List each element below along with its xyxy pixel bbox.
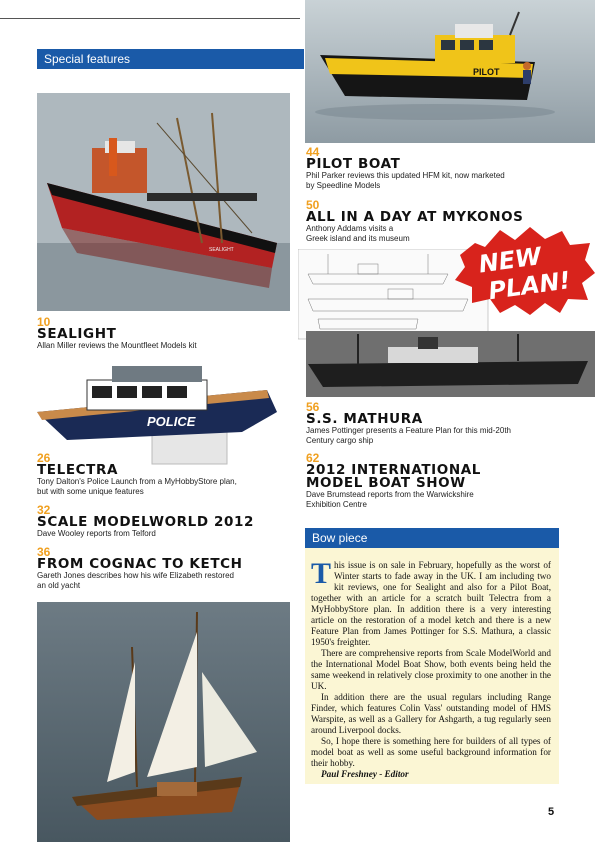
article-title: PILOT BOAT (306, 156, 401, 172)
article-title: S.S. MATHURA (306, 411, 423, 427)
pilot-boat-photo (305, 0, 595, 143)
bow-paragraph (311, 557, 551, 648)
article-title: 2012 INTERNATIONAL (306, 462, 481, 478)
special-features-header (37, 49, 304, 69)
special-features-label: Special features (44, 52, 131, 66)
bow-piece-label: Bow piece (312, 531, 368, 545)
article-sealight[interactable] (37, 316, 197, 351)
article-title: SCALE MODELWORLD 2012 (37, 514, 254, 530)
article-title: TELECTRA (37, 462, 119, 478)
article-mykonos[interactable] (306, 199, 524, 243)
bow-paragraph: In addition there are the usual regulars including Range Finder, which features Colin Vass' outstanding model of HMS Warspite, as well as a Gallery for Ashgarth, a tug regularly seen around Liverpool docks. (311, 692, 551, 735)
article-number: 10 (37, 315, 51, 329)
sealight-hull-label: SEALIGHT (209, 247, 234, 253)
article-telectra[interactable] (37, 452, 237, 496)
article-number: 32 (37, 503, 51, 517)
article-desc-line: James Pottinger presents a Feature Plan for this mid-20th (306, 426, 511, 435)
bow-paragraph: There are comprehensive reports from Scale ModelWorld and the International Model Boat Show, both events being held the same weekend in relatively close proximity to one another in the UK. (311, 648, 551, 691)
article-title: SEALIGHT (37, 326, 117, 342)
article-desc-line: by Speedline Models (306, 180, 381, 190)
badge-plan: PLAN! (486, 266, 573, 306)
article-scale-modelworld[interactable] (37, 504, 254, 539)
drop-cap: T (311, 557, 332, 590)
article-desc-line: Century cargo ship (306, 435, 374, 445)
article-number: 56 (306, 400, 320, 414)
article-desc-line: Dave Wooley reports from Telford (37, 529, 156, 538)
top-rule (0, 18, 300, 19)
article-number: 50 (306, 198, 320, 212)
article-desc-line: Phil Parker reviews this updated HFM kit, now marketed (306, 171, 505, 180)
article-desc-line: Tony Dalton's Police Launch from a MyHobbyStore plan, (37, 477, 237, 486)
article-number: 26 (37, 451, 51, 465)
editor-signature: Paul Freshney - Editor (321, 769, 409, 779)
article-model-boat-show[interactable] (306, 452, 481, 509)
article-desc-line: an old yacht (37, 580, 81, 590)
article-mathura[interactable] (306, 401, 511, 445)
ketch-photo (37, 602, 290, 842)
page-number: 5 (548, 806, 555, 818)
article-number: 36 (37, 545, 51, 559)
bow-piece-text (311, 557, 551, 780)
sealight-photo (37, 93, 290, 311)
article-title: FROM COGNAC TO KETCH (37, 556, 243, 572)
article-number: 44 (306, 145, 320, 159)
pilot-label: PILOT (473, 67, 500, 77)
telectra-photo (37, 350, 290, 465)
bow-paragraph-text: his issue is on sale in February, hopefully as the worst of Winter starts to fade away in the UK. I am including two kit reviews, one for Sealight and also for a Pilot Boat, together with an article for a scratch built Telectra from a MyHobbyStore plan. In addition there is a very interesting article on the restoration of a model ketch and there is a new Feature Plan from James Pottinger for S.S. Mathura, a classic 1950's freighter. (311, 560, 551, 647)
badge-new: NEW (476, 242, 544, 279)
article-desc-line: Allan Miller reviews the Mountfleet Models kit (37, 341, 197, 350)
article-desc-line: Dave Brumstead reports from the Warwickshire (306, 490, 474, 499)
article-title: ALL IN A DAY AT MYKONOS (306, 209, 524, 225)
article-desc-line: Greek island and its museum (306, 233, 410, 243)
article-cognac-ketch[interactable] (37, 546, 243, 590)
article-number: 62 (306, 451, 320, 465)
article-desc-line: Gareth Jones describes how his wife Elizabeth restored (37, 571, 234, 580)
article-desc-line: but with some unique features (37, 486, 144, 496)
article-desc-line: Exhibition Centre (306, 499, 367, 509)
article-pilot-boat[interactable] (306, 146, 505, 190)
bow-paragraph: So, I hope there is something here for builders of all types of model boat as well as some useful background information for their hobby. (311, 736, 551, 768)
police-label: POLICE (147, 414, 196, 429)
article-title: MODEL BOAT SHOW (306, 475, 466, 491)
bow-piece-header (305, 528, 559, 548)
article-desc-line: Anthony Addams visits a (306, 224, 394, 233)
